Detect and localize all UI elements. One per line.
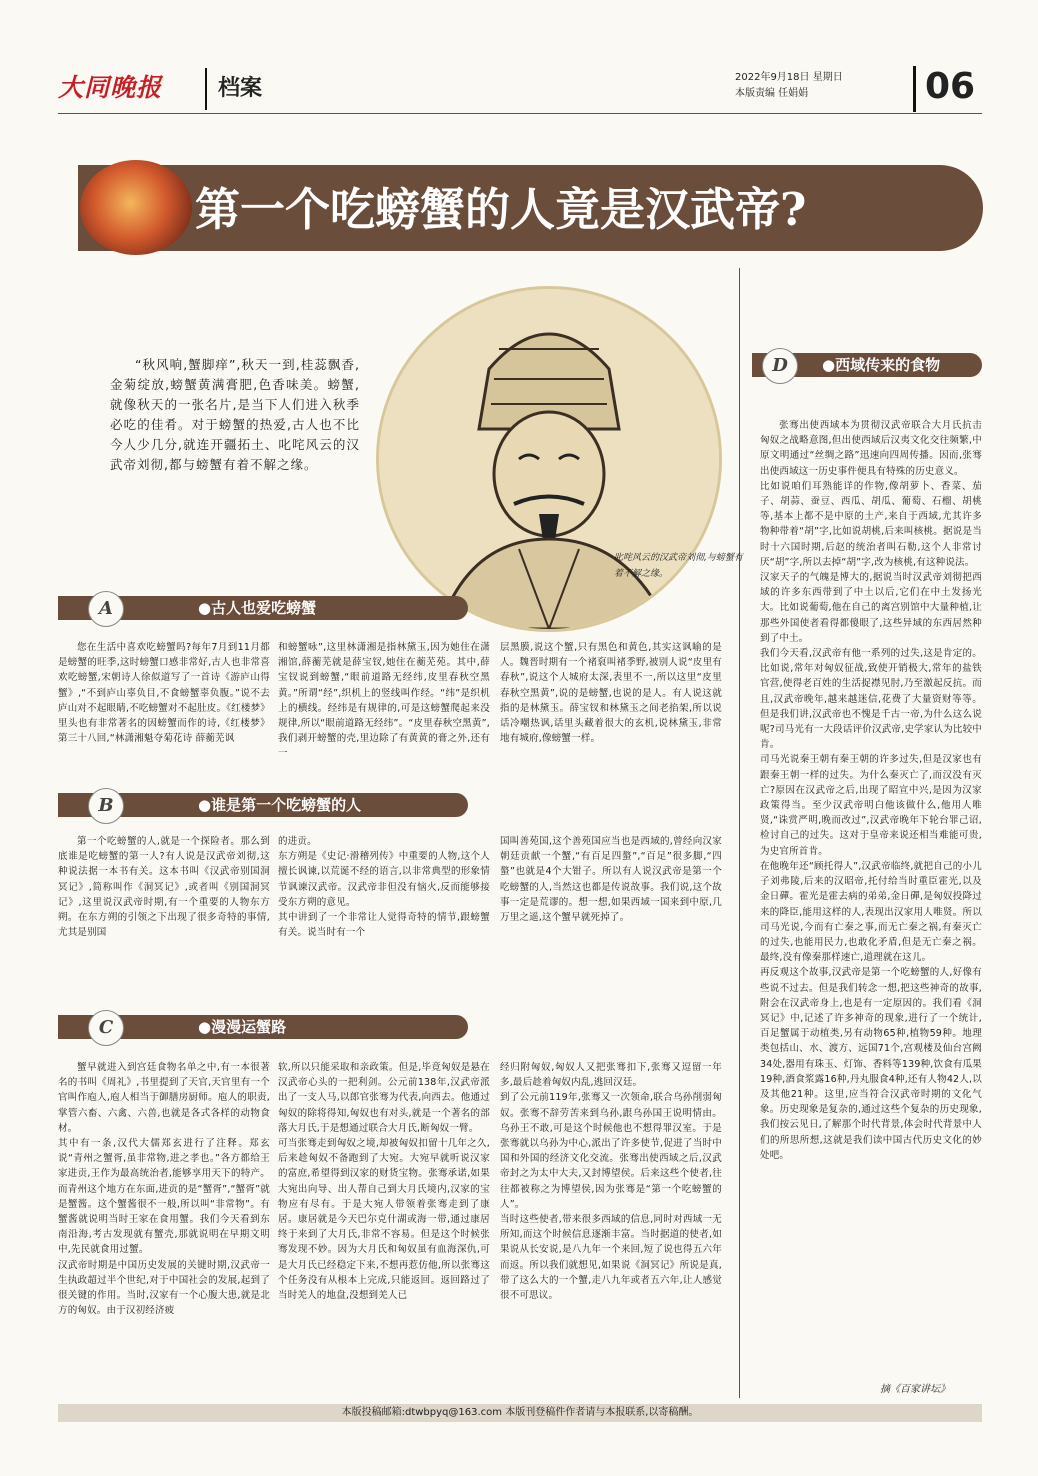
masthead-date-block [735, 70, 843, 102]
section-a-col2 [278, 640, 490, 780]
section-c-col3 [500, 1060, 722, 1400]
section-a-header [58, 596, 468, 620]
section-c-title: ●漫漫运蟹路 [198, 1018, 287, 1036]
section-d-body [760, 418, 982, 1378]
paragraph: 软,所以只能采取和亲政策。但是,毕竟匈奴是悬在汉武帝心头的一把利剑。公元前138年,汉武帝派出了一支人马,以郎官张骞为代表,向西去。他通过匈奴的除将得知,匈奴也有对头,就是一个著名的部落大月氏,于是想通过联合大月氏,断匈奴一臂。 可当张骞走到匈奴之境,却被匈奴扣留十几年之久,后来趁匈奴不备跑到了大宛。大宛早就听说汉家的富庶,希望得到汉家的财货宝物。张骞承诺,如果大宛出向导、出人帮自己到大月氏境内,汉家的宝物应有尽有。于是大宛人带领着张骞走到了康居。康居就是今天巴尔克什湖或海一带,通过康居终于来到了大月氏,非常不容易。但是这个时候张骞发现不妙。因为大月氏和匈奴虽有血海深仇,可是大月氏已经稳定下来,不想再惹仿他,所以张骞这个任务没有从根本上完成,只能返回。返回路过了当时羌人的地盘,没想到羌人已 [278, 1062, 490, 1302]
section-d-title: ●西域传来的食物 [822, 356, 941, 374]
paragraph: 经归附匈奴,匈奴人又把张骞扣下,张骞又逗留一年多,最后趁着匈奴内乱,逃回汉廷。 到了公元前119年,张骞又一次领命,联合乌孙削弱匈奴。张骞不辞劳苦来到乌孙,跟乌孙国王说明情由。乌孙王不敢,可是这个时候他也不想得罪汉室。于是张骞就以乌孙为中心,派出了许多使节,促进了当时中国和外国的经济文化交流。张骞出使西域之后,汉武帝封之为太中大夫,又封博望侯。后来这些个使者,往往都被称之为博望侯,因为张骞是“第一个吃螃蟹的人”。 当时这些使者,带来很多西域的信息,同时对西域一无所知,而这个时候信息逐渐丰富。当时据道的使者,如果说从长安说,是八九年一个来回,短了说也得五六年而返。所以我们就想见,如果说《洞冥记》所说是真,带了这么大的一个蟹,走八九年或者五六年,让人感觉很不可思议。 [500, 1062, 722, 1302]
section-b-title: ●谁是第一个吃螃蟹的人 [198, 796, 362, 814]
section-a-col3 [500, 640, 722, 780]
section-a-letter: A [88, 591, 124, 627]
newspaper-logo: 大同晚报 [58, 73, 163, 102]
headline: 第一个吃螃蟹的人竟是汉武帝? [195, 183, 807, 236]
section-d-header [752, 353, 982, 377]
issue-date: 2022年9月18日 星期日 [735, 72, 843, 83]
section-b-letter: B [88, 788, 124, 824]
section-name: 档案 [218, 75, 263, 101]
masthead-divider [205, 68, 207, 110]
page-number: 06 [925, 66, 976, 107]
portrait-caption: 叱咤风云的汉武帝刘彻,与螃蟹有着不解之缘。 [614, 553, 743, 579]
section-c-col1 [58, 1060, 270, 1400]
masthead-rule [58, 113, 982, 114]
crab-photo [80, 160, 192, 255]
section-c-col2 [278, 1060, 490, 1400]
paragraph: 第一个吃螃蟹的人,就是一个探险者。那么到底谁是吃螃蟹的第一人?有人说是汉武帝刘彻,这种说法据一本书有关。这本书叫《汉武帝别国洞冥记》,简称叫作《洞冥记》,或者叫《别国洞冥记》,这里说汉武帝时期,有一个重要的人物东方朔。在东方朔的引领之下出现了很多奇特的事情,尤其是别国 [58, 836, 270, 939]
section-a-col1 [58, 640, 270, 780]
lead-paragraph: “秋风响,蟹脚痒”,秋天一到,桂蕊飘香,金菊绽放,螃蟹黄满膏肥,色香味美。螃蟹,就像秋天的一张名片,是当下人们进入秋季必吃的佳肴。对于螃蟹的热爱,古人也不比今人少几分,就连开疆拓土、叱咤风云的汉武帝刘彻,都与螃蟹有着不解之缘。 [110, 357, 360, 472]
article-source: 摘《百家讲坛》 [880, 1384, 950, 1395]
section-c-header [58, 1015, 468, 1039]
section-b-col2 [278, 834, 490, 994]
section-d-letter: D [762, 348, 798, 384]
page-number-divider [913, 66, 916, 112]
paragraph: 您在生活中喜欢吃螃蟹吗?每年7月到11月都是螃蟹的旺季,这时螃蟹口感非常好,古人也非常喜欢吃螃蟹,宋朝诗人徐似道写了一首诗《游庐山得蟹》,“不到庐山辜负目,不食螃蟹辜负腹。”说不去庐山对不起眼睛,不吃螃蟹对不起肚皮。《红楼梦》里头也有非常著名的因螃蟹而作的诗,《红楼梦》第三十八回,“林潇湘魁夺菊花诗 薛蘅芜讽 [58, 642, 270, 745]
section-b-col3 [500, 834, 722, 994]
paragraph: 的进贡。 东方朔是《史记·滑稽列传》中重要的人物,这个人擅长讽谏,以荒诞不经的语言,以非常典型的形象情节讽谏汉武帝。汉武帝非但没有恼火,反而能够接受东方朔的意见。 其中讲到了一个非常让人觉得奇特的情节,跟螃蟹有关。说当时有一个 [278, 836, 490, 939]
footer-bar: 本版投稿邮箱:dtwbpyq@163.com 本版刊登稿件作者请与本报联系,以寄稿酬。 [58, 1404, 982, 1422]
section-b-col1 [58, 834, 270, 994]
paragraph: 和螃蟹咏”,这里林潇湘是指林黛玉,因为她住在潇湘馆,薛蘅芜就是薛宝钗,她住在蘅芜苑。其中,薛宝钗说到螃蟹,“眼前道路无经纬,皮里春秋空黑黄。”所谓“经”,织机上的竖线叫作经。“纬”是织机上的横线。经纬是有规律的,可是这螃蟹爬起来没规律,所以“眼前道路无经纬”。“皮里春秋空黑黄”,我们剥开螃蟹的壳,里边除了有黄黄的膏之外,还有一 [278, 642, 490, 760]
paragraph: 国叫善苑国,这个善苑国应当也是西域的,曾经向汉家朝廷贡献一个蟹,“有百足四螯”,“百足”很多脚,“四螯”也就是4个大钳子。所以有人说汉武帝是第一个吃螃蟹的人,当然这也都是传说故事。我们说,这个故事一定是荒谬的。想一想,如果西域一国来到中原,几万里之遥,这个蟹早就死掉了。 [500, 836, 722, 924]
section-a-title: ●古人也爱吃螃蟹 [198, 599, 317, 617]
section-b-header [58, 793, 468, 817]
paragraph: 层黑膜,说这个蟹,只有黑色和黄色,其实这讽喻的是人。魏晋时期有一个褚裒叫褚季野,被别人说“皮里有春秋”,说这个人城府太深,表里不一,所以这里“皮里春秋空黑黄”,说的是螃蟹,也说的是人。有人说这就指的是林黛玉。薛宝钗和林黛玉之间老掐架,所以说话冷嘲热讽,话里头藏着很大的玄机,说林黛玉,非常地有城府,像螃蟹一样。 [500, 642, 722, 745]
paragraph: 张骞出使西域本为贯彻汉武帝联合大月氏抗击匈奴之战略意图,但出使西域后汉夷文化交往频繁,中原文明通过“丝绸之路”迅速向四周传播。因而,张骞出使西域这一历史事件便具有特殊的历史意义。 比如说咱们耳熟能详的作物,像胡萝卜、香菜、茄子、胡蒜、蚕豆、西瓜、胡瓜、葡萄、石榴、胡桃等,基本上都不是中原的土产,来自于西域,尤其许多物种带着“胡”字,比如说胡桃,后来叫核桃。据说是当时十六国时期,后赵的统治者叫石勒,这个人非常讨厌“胡”字,所以去掉“胡”字,改为核桃,有这种说法。 汉家天子的气魄是博大的,据说当时汉武帝刘彻把西域的许多东西带到了中土以后,它们在中土发扬光大。比如说葡萄,他在自己的离宫别馆中大量种植,让那些外国使者看得都傻眼了,这些异域的东西居然种到了中土。 我们今天看,汉武帝有他一系列的过失,这是肯定的。比如说,常年对匈奴征战,致使开销极大,常年的盐铁官营,使得老百姓的生活捉襟见肘,乃至激起反抗。而且,汉武帝晚年,越来越迷信,花费了大量资财等等。但是我们讲,汉武帝也不愧是千古一帝,为什么这么说呢?司马光有一大段话评价汉武帝,史学家认为比较中肯。 司马光说秦王朝有秦王朝的许多过失,但是汉家也有跟秦王朝一样的过失。为什么秦灭亡了,而汉没有灭亡?原因在汉武帝之后,出现了昭宣中兴,是因为汉家政策得当。至少汉武帝明白他该做什么,他用人唯贤,“诛赏严明,晚而改过”,汉武帝晚年下轮台罪己诏,检讨自己的过失。这对于皇帝来说还相当难能可贵,为史官所首肯。 在他晚年还“顾托得人”,汉武帝临终,就把自己的小儿子刘弗陵,后来的汉昭帝,托付给当时重臣霍光,以及金日磾。霍光是霍去病的弟弟,金日磾,是匈奴投降过来的降臣,能用这样的人,表现出汉家用人唯贤。所以司马光说,今而有亡秦之事,而无亡秦之祸,有秦灭亡的过失,也能用民力,也敢化矛盾,但是无亡秦之祸。最终,没有像秦那样速亡,道理就在这儿。 再反观这个故事,汉武帝是第一个吃螃蟹的人,好像有些说不过去。但是我们转念一想,把这些神奇的故事,附会在汉武帝身上,也是有一定原因的。我们看《洞冥记》中,记述了许多神奇的现象,进行了一个统计,百足蟹属于动植类,另有动物65种,植物59种。地理类包括山、水、渡方、远国71个,宫观楼及仙台宫阙34处,器用有珠玉、灯饰、香料等139种,饮食有瓜果19种,酒食浆露16种,丹丸服食4种,还有人物42人,以及其他21种。这里,应当符合汉武帝时期的文化气象。历史现象是复杂的,通过这些个复杂的历史现象,我们按云见日,了解那个时代背景,体会时代背景中人们的所思所想,这就是我们读中国古代历史文化的妙处吧。 [760, 420, 982, 1161]
column-divider [739, 268, 740, 1398]
section-c-letter: C [88, 1010, 124, 1046]
paragraph: 蟹早就进入到宫廷食物名单之中,有一本很著名的书叫《周礼》,书里提到了天官,天官里有一个官叫作庖人,庖人相当于御膳房厨师。庖人的职责,掌管六畜、六禽、六兽,也就是各式各样的动物食材。 其中有一条,汉代大儒郑玄进行了注释。郑玄说“青州之蟹胥,虽非常物,进之孝也。”各方都给王家进贡,王作为最高统治者,能够享用天下的特产。而青州这个地方在东面,进贡的是“蟹胥”,“蟹胥”就是蟹酱。这个蟹酱很不一般,所以叫“非常物”。有蟹酱就说明当时王家在食用蟹。我们今天看到东南沿海,考古发现就有蟹壳,那就说明在早期文明中,先民就食用过蟹。 汉武帝时期是中国历史发展的关键时期,汉武帝一生执政超过半个世纪,对于中国社会的发展,起到了很关键的作用。当时,汉家有一个心腹大患,就是北方的匈奴。由于汉初经济疲 [58, 1062, 270, 1317]
page-editor: 本版责编 任娟娟 [735, 88, 809, 99]
